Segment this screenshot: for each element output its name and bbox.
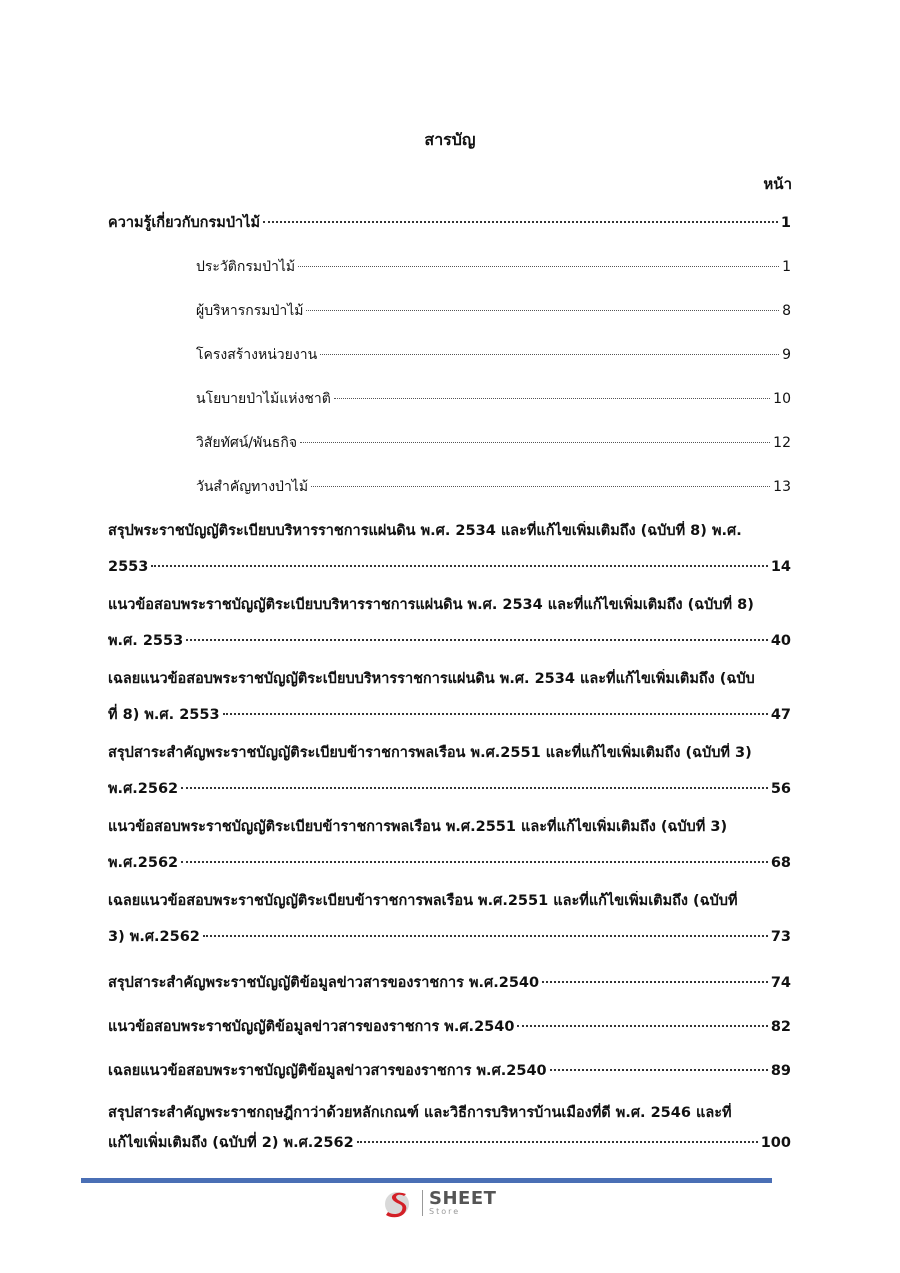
toc-subentry[interactable] (108, 389, 791, 409)
toc-entry-page: 8 (782, 303, 791, 319)
leader-dots (550, 1069, 768, 1071)
logo-sub-text: Store (429, 1207, 461, 1216)
toc-entry-page: 82 (770, 1019, 791, 1035)
toc-entry-text: สรุปสาระสำคัญพระราชบัญญัติข้อมูลข่าวสารของราชการ พ.ศ.2540 (108, 975, 540, 991)
toc-entry-text: ความรู้เกี่ยวกับกรมป่าไม้ (108, 215, 261, 231)
toc-entry-page: 12 (773, 435, 791, 451)
toc-entry[interactable] (108, 1103, 791, 1153)
leader-dots (542, 981, 768, 983)
logo-text (429, 1190, 496, 1216)
leader-dots (181, 787, 768, 789)
toc-entry-text: แนวข้อสอบพระราชบัญญัติข้อมูลข่าวสารของราชการ พ.ศ.2540 (108, 1019, 515, 1035)
footer-divider (81, 1178, 772, 1183)
toc-entry[interactable] (108, 595, 791, 651)
toc-entry-text-cont: แก้ไขเพิ่มเติมถึง (ฉบับที่ 2) พ.ศ.2562 (108, 1135, 354, 1151)
leader-dots (151, 565, 767, 567)
toc-entry-forestry-knowledge[interactable] (108, 213, 791, 233)
page-title: สารบัญ (424, 130, 476, 149)
logo-divider (422, 1190, 423, 1216)
toc-entry-text-cont: ที่ 8) พ.ศ. 2553 (108, 707, 220, 723)
leader-dots (181, 861, 768, 863)
leader-dots (298, 266, 779, 267)
leader-dots (223, 713, 768, 715)
toc-entry-text-cont: พ.ศ.2562 (108, 855, 179, 871)
toc-subentry[interactable] (108, 477, 791, 497)
leader-dots (300, 442, 770, 443)
sheet-store-logo (382, 1188, 496, 1218)
logo-main-text: SHEET (429, 1188, 497, 1209)
toc-entry-text: เฉลยแนวข้อสอบพระราชบัญญัติระเบียบข้าราชการพลเรือน พ.ศ.2551 และที่แก้ไขเพิ่มเติมถึง (ฉบับที่ (108, 893, 738, 909)
leader-dots (203, 935, 768, 937)
toc-entry-text: ผู้บริหารกรมป่าไม้ (196, 303, 304, 319)
toc-entry-text: แนวข้อสอบพระราชบัญญัติระเบียบบริหารราชการแผ่นดิน พ.ศ. 2534 และที่แก้ไขเพิ่มเติมถึง (ฉบับที่ 8) (108, 597, 754, 613)
toc-entry-text: วันสำคัญทางป่าไม้ (196, 479, 309, 495)
leader-dots (263, 221, 778, 223)
toc-entry-text: แนวข้อสอบพระราชบัญญัติระเบียบข้าราชการพลเรือน พ.ศ.2551 และที่แก้ไขเพิ่มเติมถึง (ฉบับที่ 3) (108, 819, 728, 835)
toc-subentry[interactable] (108, 257, 791, 277)
toc-entry-page: 68 (770, 855, 791, 871)
toc-entry-text: ประวัติกรมป่าไม้ (196, 259, 296, 275)
toc-entry[interactable] (108, 891, 791, 947)
toc-entry-page: 10 (773, 391, 791, 407)
toc-entry-text: สรุปสาระสำคัญพระราชกฤษฎีกาว่าด้วยหลักเกณฑ์ และวิธีการบริหารบ้านเมืองที่ดี พ.ศ. 2546 และที่ (108, 1105, 732, 1121)
toc-entry[interactable] (108, 1061, 791, 1081)
toc-entry-text: สรุปสาระสำคัญพระราชบัญญัติระเบียบข้าราชการพลเรือน พ.ศ.2551 และที่แก้ไขเพิ่มเติมถึง (ฉบับที่ 3) (108, 745, 752, 761)
toc-entry-page: 1 (780, 215, 791, 231)
toc-entry-text-cont: 2553 (108, 559, 149, 575)
toc-entry-page: 13 (773, 479, 791, 495)
leader-dots (186, 639, 768, 641)
toc-entry-text: เฉลยแนวข้อสอบพระราชบัญญัติข้อมูลข่าวสารของราชการ พ.ศ.2540 (108, 1063, 547, 1079)
leader-dots (334, 398, 770, 399)
toc-entry-page: 74 (770, 975, 791, 991)
toc-entry-page: 9 (782, 347, 791, 363)
toc-entry[interactable] (108, 669, 791, 725)
toc-entry-page: 73 (770, 929, 791, 945)
leader-dots (517, 1025, 767, 1027)
toc-entry-text-cont: พ.ศ. 2553 (108, 633, 184, 649)
toc-entry-text: เฉลยแนวข้อสอบพระราชบัญญัติระเบียบบริหารราชการแผ่นดิน พ.ศ. 2534 และที่แก้ไขเพิ่มเติมถึง (ฉบับ (108, 671, 755, 687)
toc-entry-page: 14 (770, 559, 791, 575)
toc-entry-text: สรุปพระราชบัญญัติระเบียบบริหารราชการแผ่นดิน พ.ศ. 2534 และที่แก้ไขเพิ่มเติมถึง (ฉบับที่ 8) พ.ศ. (108, 523, 742, 539)
toc-entry-page: 89 (770, 1063, 791, 1079)
toc-entry-text-cont: พ.ศ.2562 (108, 781, 179, 797)
page-column-label: หน้า (763, 175, 792, 193)
toc-entry[interactable] (108, 743, 791, 799)
toc-entry-text: โครงสร้างหน่วยงาน (196, 347, 318, 363)
toc-subentry[interactable] (108, 433, 791, 453)
toc-entry[interactable] (108, 817, 791, 873)
toc-entry-page: 40 (770, 633, 791, 649)
toc-subentry[interactable] (108, 345, 791, 365)
leader-dots (306, 310, 779, 311)
leader-dots (357, 1141, 758, 1143)
leader-dots (311, 486, 770, 487)
toc-entry[interactable] (108, 1017, 791, 1037)
toc-subentry[interactable] (108, 301, 791, 321)
toc-entry-text: นโยบายป่าไม้แห่งชาติ (196, 391, 331, 407)
toc-entry-text-cont: 3) พ.ศ.2562 (108, 929, 200, 945)
toc-entry-page: 1 (782, 259, 791, 275)
toc-entry-page: 47 (770, 707, 791, 723)
toc-entry-page: 100 (760, 1135, 791, 1151)
toc-entry-text: วิสัยทัศน์/พันธกิจ (196, 435, 298, 451)
toc-entry[interactable] (108, 973, 791, 993)
sheet-store-logo-icon (382, 1188, 416, 1218)
toc-entry[interactable] (108, 521, 791, 577)
toc-entry-page: 56 (770, 781, 791, 797)
leader-dots (320, 354, 779, 355)
